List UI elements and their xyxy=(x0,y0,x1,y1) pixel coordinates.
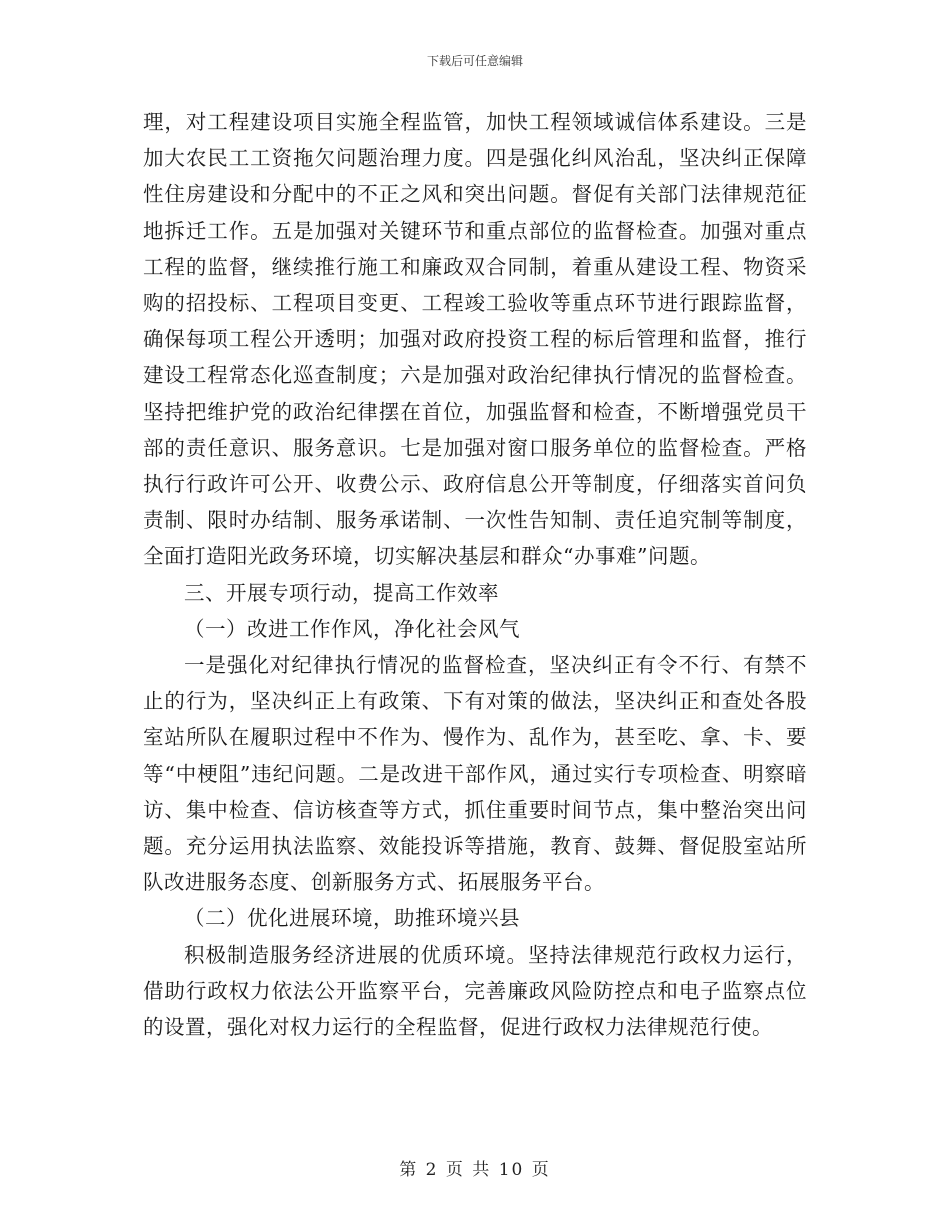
paragraph: 一是强化对纪律执行情况的监督检查，坚决纠正有令不行、有禁不止的行为，坚决纠正上有政策、下有对策的做法，坚决纠正和查处各股室站所队在履职过程中不作为、慢作为、乱作为，甚至吃、拿、卡、要等“中梗阻”违纪问题。二是改进干部作风，通过实行专项检查、明察暗访、集中检查、信访核查等方式，抓住重要时间节点，集中整治突出问题。充分运用执法监察、效能投诉等措施，教育、鼓舞、督促股室站所队改进服务态度、创新服务方式、拓展服务平台。 xyxy=(143,653,807,895)
paragraph-continuation: 理，对工程建设项目实施全程监管，加快工程领域诚信体系建设。三是加大农民工工资拖欠问题治理力度。四是强化纠风治乱，坚决纠正保障性住房建设和分配中的不正之风和突出问题。督促有关部门法律规范征地拆迁工作。五是加强对关键环节和重点部位的监督检查。加强对重点工程的监督，继续推行施工和廉政双合同制，着重从建设工程、物资采购的招投标、工程项目变更、工程竣工验收等重点环节进行跟踪监督，确保每项工程公开透明；加强对政府投资工程的标后管理和监督，推行建设工程常态化巡查制度；六是加强对政治纪律执行情况的监督检查。坚持把维护党的政治纪律摆在首位，加强监督和检查，不断增强党员干部的责任意识、服务意识。七是加强对窗口服务单位的监督检查。严格执行行政许可公开、收费公示、政府信息公开等制度，仔细落实首问负责制、限时办结制、服务承诺制、一次性告知制、责任追究制等制度，全面打造阳光政务环境，切实解决基层和群众“办事难”问题。 xyxy=(143,110,807,569)
page-header: 下载后可任意编辑 xyxy=(426,54,523,68)
page-footer: 第 2 页 共 10 页 xyxy=(399,1160,551,1180)
subsection-heading: （二）优化进展环境，助推环境兴县 xyxy=(184,906,520,931)
subsection-heading: （一）改进工作作风，净化社会风气 xyxy=(184,616,520,641)
document-body xyxy=(143,104,807,1045)
paragraph: 积极制造服务经济进展的优质环境。坚持法律规范行政权力运行，借助行政权力依法公开监察平台，完善廉政风险防控点和电子监察点位的设置，强化对权力运行的全程监督，促进行政权力法律规范行使。 xyxy=(143,942,807,1040)
section-heading: 三、开展专项行动，提高工作效率 xyxy=(184,580,499,605)
